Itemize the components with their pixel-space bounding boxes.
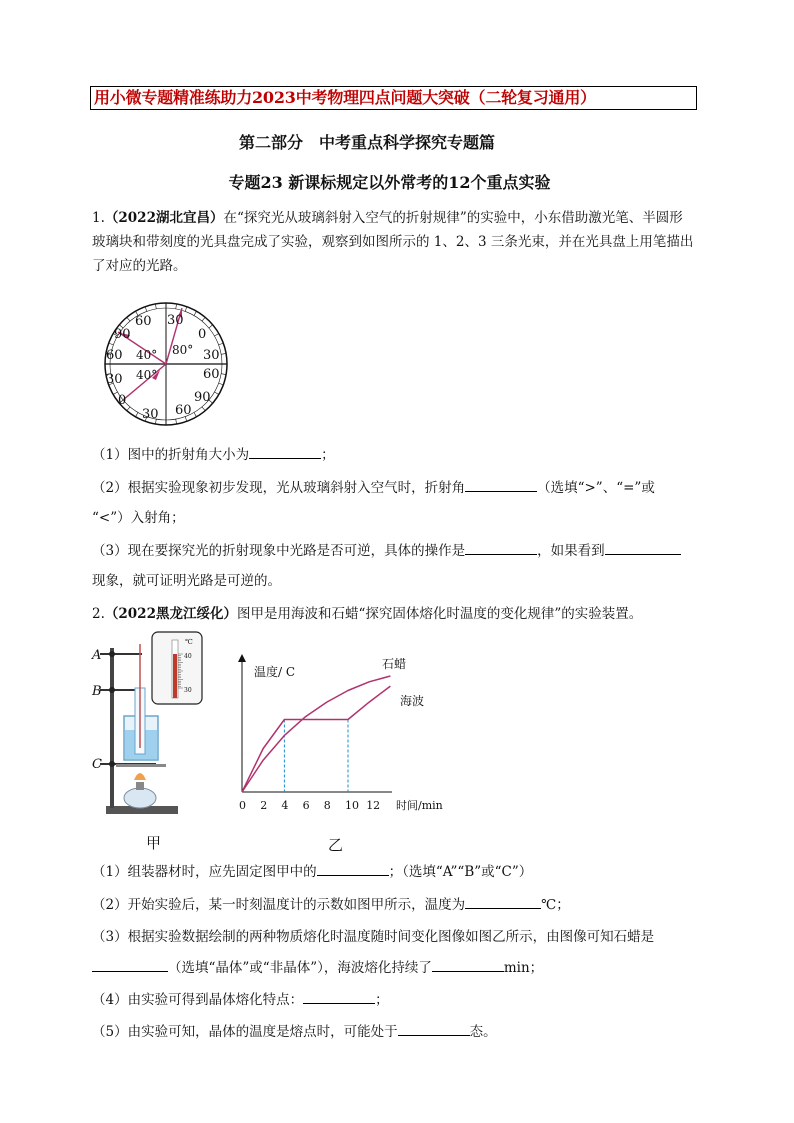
dial-tick [136, 412, 139, 416]
y-axis-label: 温度/ C [254, 665, 296, 679]
dial-tick [214, 392, 218, 395]
q1-sub1-blank[interactable] [249, 444, 321, 459]
dial-label-right-top: 0 [198, 327, 207, 342]
dial-tick [176, 419, 177, 424]
series-header-banner: 用小微专题精准练助力2023中考物理四点问题大突破（二轮复习通用） [90, 86, 697, 110]
q2-sub2: （2）开始实验后，某一时刻温度计的示数如图甲所示，温度为 ℃； [92, 893, 570, 917]
dial-tick [109, 343, 114, 345]
legend-hypo: 海波 [400, 694, 425, 708]
dial-tick [127, 407, 130, 411]
dial-label-right-mid: 30 [203, 348, 220, 363]
dial-tick [202, 407, 205, 411]
angle-label-80: 80° [172, 343, 194, 357]
dial-label-right-bottom: 90 [194, 390, 211, 405]
dial-label-bottom-right: 60 [175, 403, 192, 418]
q2-sub4: （4）由实验可得到晶体熔化特点： ； [92, 988, 389, 1012]
x-tick-label: 12 [366, 799, 381, 812]
dial-tick [176, 304, 177, 309]
dial-tick [221, 374, 226, 375]
light-dial-figure [90, 298, 242, 428]
fig-label-jia: 甲 [146, 834, 162, 852]
stand-rod [110, 648, 114, 808]
dial-tick [194, 311, 197, 315]
dial-tick [214, 334, 218, 337]
dial-label-left-top: 90 [114, 327, 131, 342]
q1-sub3-blank-phenomenon[interactable] [605, 540, 681, 555]
label-b: B [92, 684, 102, 699]
q1-line2: 玻璃块和带刻度的光具盘完成了实验，观察到如图所示的 1、2、3 三条光束，并在光具盘上用笔描出 [92, 234, 694, 250]
apparatus-figure [90, 630, 208, 820]
dial-tick [202, 317, 205, 321]
part-title: 第二部分 中考重点科学探究专题篇 [238, 133, 495, 152]
dial-tick [194, 412, 197, 416]
label-c: C [92, 757, 102, 772]
dial-label-top-left: 60 [135, 314, 152, 329]
q2-sub3-blank-duration[interactable] [432, 957, 504, 972]
q2-sub5-blank[interactable] [398, 1021, 470, 1036]
angle-label-40-lower: 40° [136, 368, 158, 382]
q1-sub2-blank[interactable] [465, 477, 537, 492]
dial-label-left-low: 30 [106, 372, 123, 387]
q2-sub2-blank[interactable] [465, 894, 541, 909]
q2-sub1-blank[interactable] [317, 861, 389, 876]
fig-label-yi: 乙 [328, 836, 344, 854]
dial-label-right-low: 60 [203, 367, 220, 382]
series-line-paraffin [242, 676, 390, 792]
label-a: A [92, 648, 102, 663]
q2-source: （2022黑龙江绥化） [104, 606, 237, 622]
q2-sub3: （3）根据实验数据绘制的两种物质熔化时温度随时间变化图像如图乙所示，由图像可知石蜡是 [92, 929, 655, 945]
dial-tick [221, 353, 226, 354]
q1-sub3: （3）现在要探究光的折射现象中光路是否可逆，具体的操作是 ，如果看到 [92, 539, 681, 563]
x-tick-label: 10 [345, 799, 359, 812]
q1-sub1: （1）图中的折射角大小为 ； [92, 443, 335, 467]
dial-tick [145, 307, 147, 312]
q1-sub3-blank-operation[interactable] [465, 540, 537, 555]
q1-sub2: （2）根据实验现象初步发现，光从玻璃斜射入空气时，折射角 （选填“>”、“=”或 [92, 476, 655, 500]
dial-tick [155, 304, 156, 309]
unit-celsius: ℃ [185, 638, 193, 646]
tick-40: 40 [184, 653, 192, 660]
q1-source: （2022湖北宜昌） [104, 210, 224, 226]
q2-sub3-line2: （选填“晶体”或“非晶体”），海波熔化持续了 min； [92, 956, 543, 980]
gauze [116, 764, 166, 767]
q1-line1: 1.（2022湖北宜昌）在“探究光从玻璃斜射入空气的折射规律”的实验中，小东借助激光笔、半圆形 [92, 210, 683, 226]
dial-tick [219, 383, 224, 385]
tick-30: 30 [184, 687, 192, 694]
alcohol-lamp [124, 788, 156, 808]
dial-label-bottom-left: 30 [142, 407, 159, 422]
dial-label-left-bottom: 0 [118, 393, 127, 408]
x-tick-label: 2 [260, 799, 268, 812]
q2-sub4-blank[interactable] [303, 989, 375, 1004]
q1-sub3-line2: 现象，就可证明光路是可逆的。 [92, 573, 281, 589]
x-tick-label: 6 [302, 799, 310, 812]
x-tick-label: 0 [239, 799, 246, 812]
q2-sub5: （5）由实验可知，晶体的温度是熔点时，可能处于 态。 [92, 1020, 497, 1044]
mercury-column [173, 654, 177, 698]
flame [134, 773, 146, 780]
q2-sub1: （1）组装器材时，应先固定图甲中的 ；（选填“A”“B”或“C”） [92, 860, 532, 884]
dial-tick [185, 307, 187, 312]
q2-intro: 2.（2022黑龙江绥化）图甲是用海波和石蜡“探究固体熔化时温度的变化规律”的实验装置。 [92, 606, 643, 622]
x-axis-label: 时间/min [396, 799, 443, 812]
dial-tick [219, 343, 224, 345]
melting-chart [232, 652, 462, 817]
dial-tick [113, 392, 117, 395]
x-tick-label: 4 [281, 799, 289, 812]
q2-sub3-blank-type[interactable] [92, 957, 168, 972]
dial-tick [127, 317, 130, 321]
series-line-hypo [242, 686, 390, 792]
dial-tick [209, 325, 213, 328]
topic-title: 专题23 新课标规定以外常考的12个重点实验 [228, 173, 551, 192]
dial-label-top-right: 30 [167, 313, 184, 328]
dial-label-left-mid: 60 [106, 348, 123, 363]
q1-line3: 了对应的光路。 [92, 258, 187, 274]
q1-sub2-line2: “<”）入射角； [92, 510, 185, 526]
angle-label-40-upper: 40° [136, 348, 158, 362]
legend-paraffin: 石蜡 [382, 657, 407, 671]
x-tick-label: 8 [323, 799, 331, 812]
